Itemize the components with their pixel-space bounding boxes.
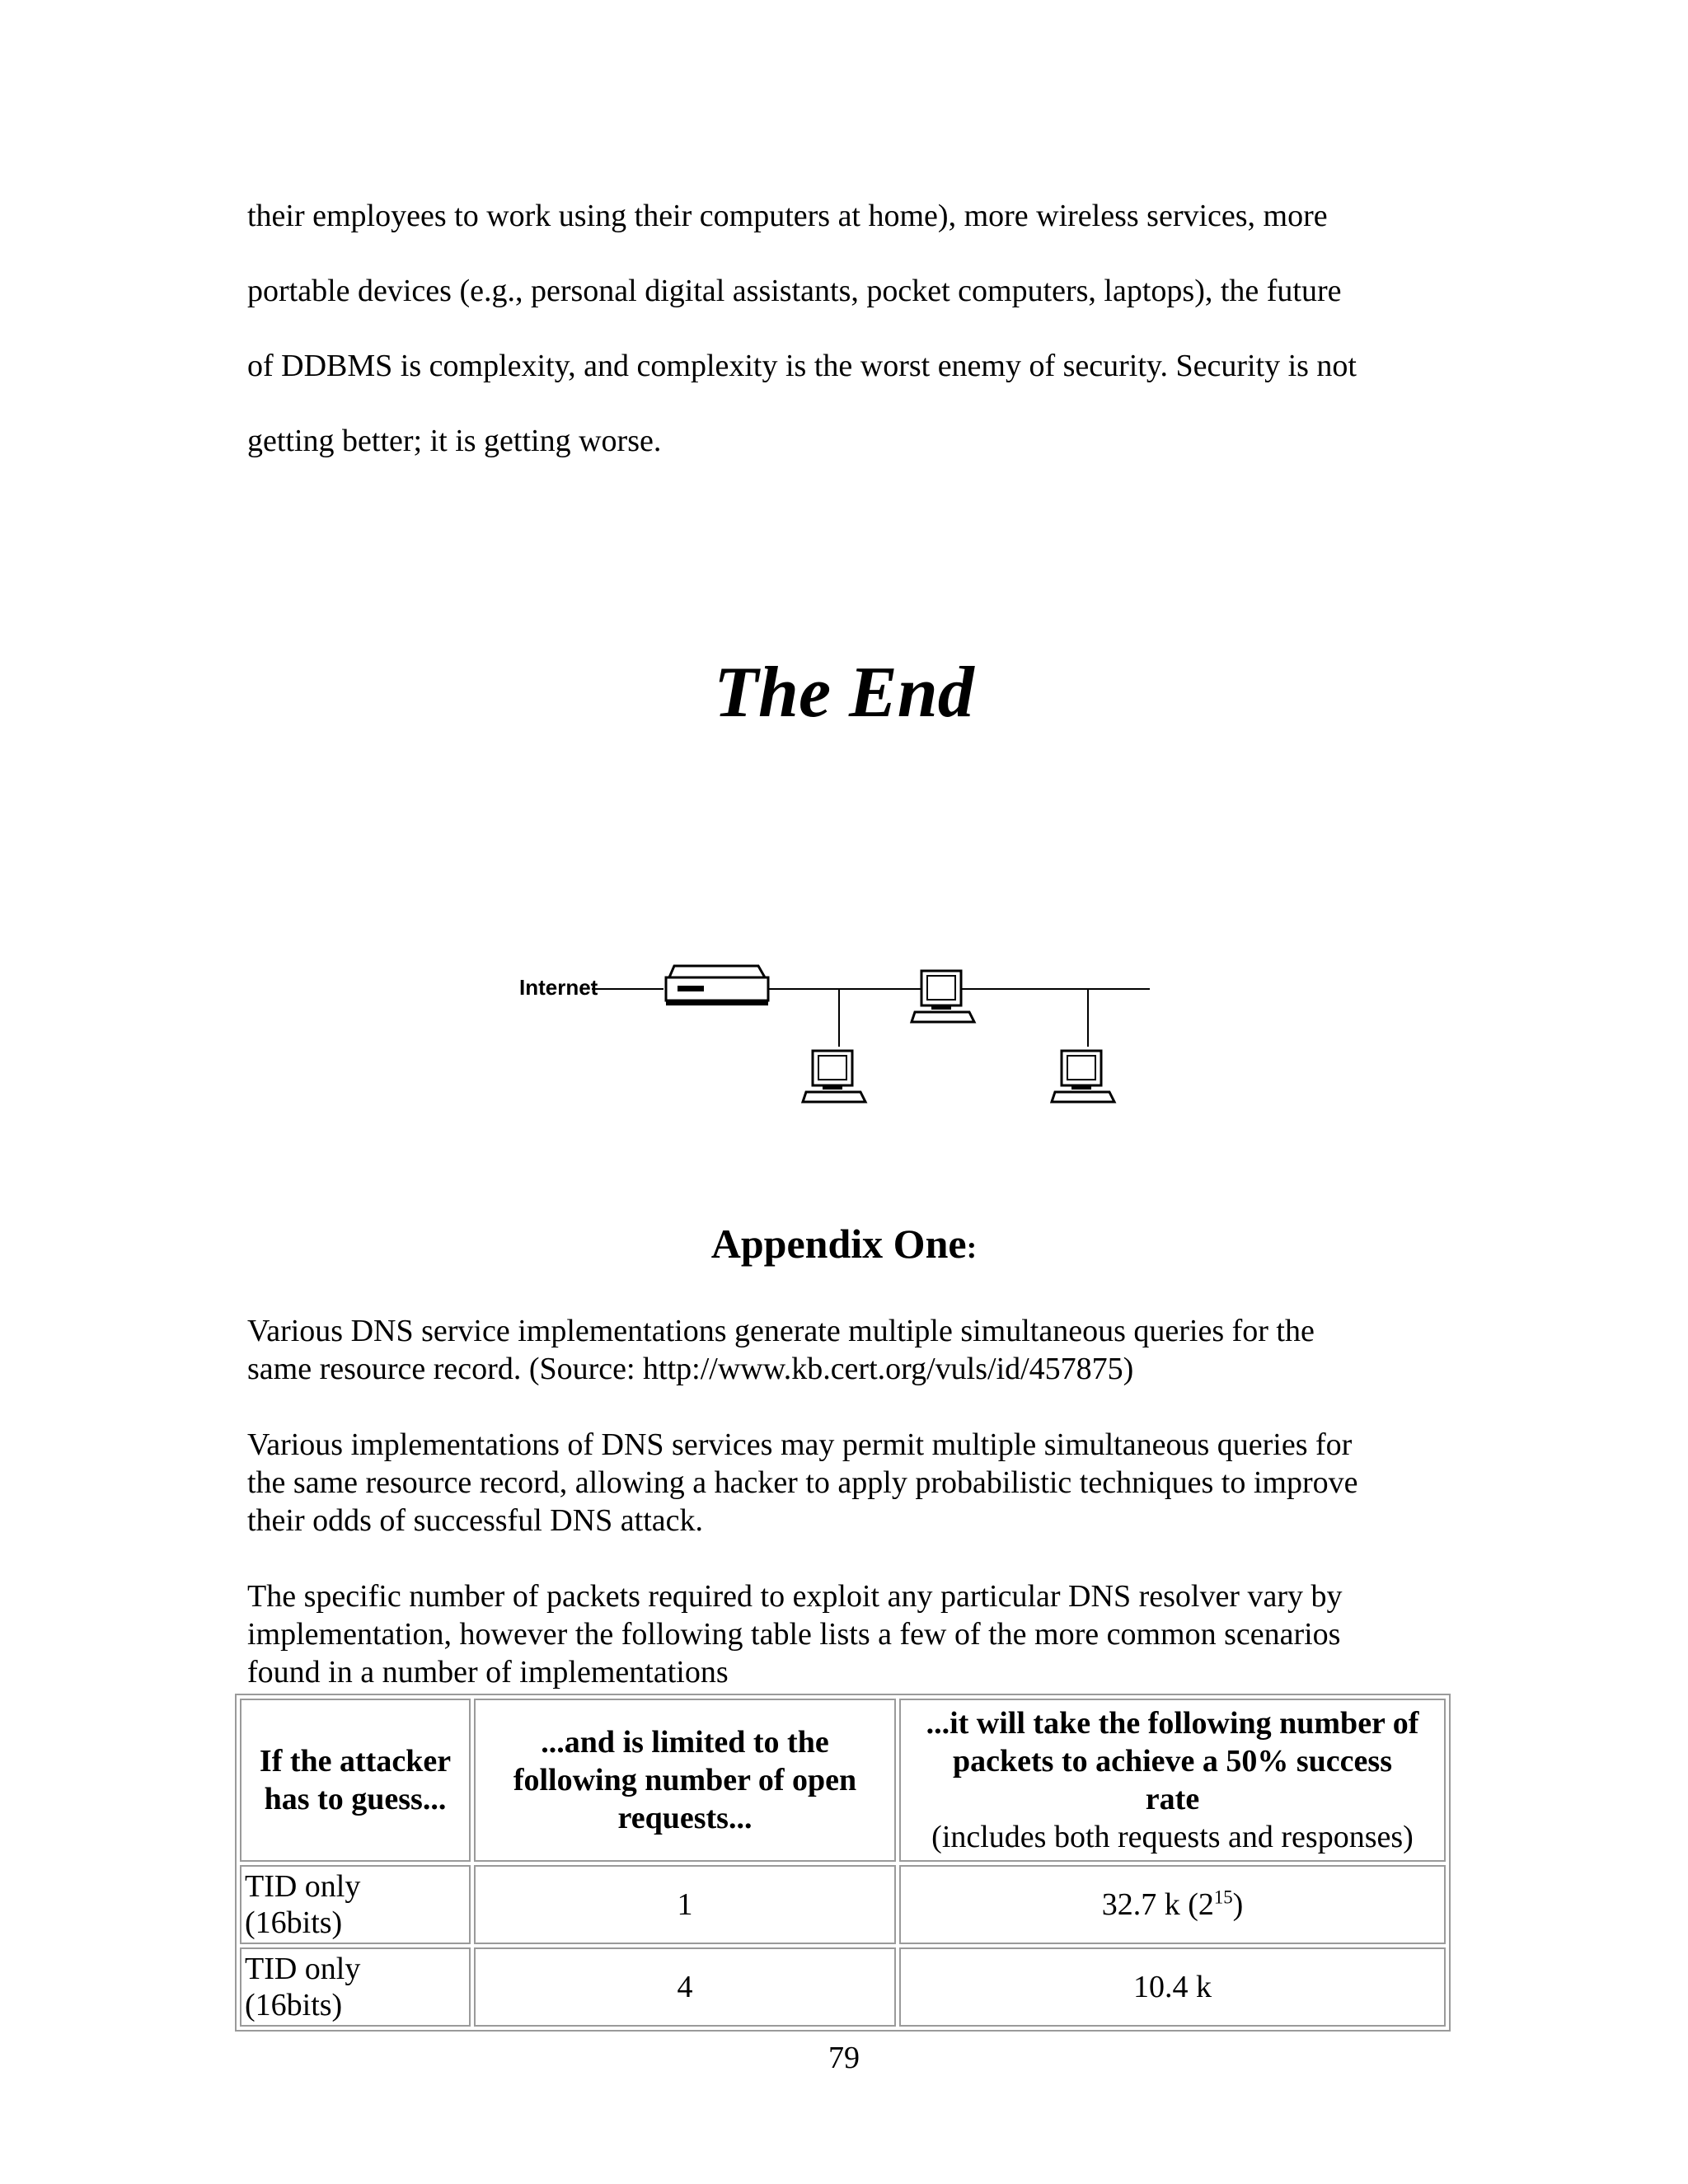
cell-limit: 1 xyxy=(474,1865,896,1944)
appendix-heading xyxy=(0,1220,1688,1268)
computer-icon xyxy=(912,971,974,1022)
paragraph-line: Various implementations of DNS services may permit multiple simultaneous queries for xyxy=(247,1427,1353,1462)
header-note: (includes both requests and responses) xyxy=(931,1820,1414,1854)
paragraph-line: The specific number of packets required to exploit any particular DNS resolver vary by xyxy=(247,1579,1343,1614)
cell-guess: TID only (16bits) xyxy=(240,1947,471,2027)
table-row xyxy=(240,1865,1446,1944)
intro-line: portable devices (e.g., personal digital assistants, pocket computers, laptops), the future xyxy=(247,274,1342,308)
intro-line: their employees to work using their computers at home), more wireless services, more xyxy=(247,199,1328,233)
intro-line: getting better; it is getting worse. xyxy=(247,424,662,458)
internet-label: Internet xyxy=(519,975,598,1000)
header-cell-limit: ...and is limited to the following number of open requests... xyxy=(474,1699,896,1862)
header-cell-packets: ...it will take the following number of packets to achieve a 50% success rate (includes both requests and responses) xyxy=(899,1699,1446,1862)
paragraph-line: implementation, however the following table lists a few of the more common scenarios xyxy=(247,1617,1341,1652)
appendix-colon: : xyxy=(966,1230,978,1265)
appendix-paragraph xyxy=(247,1312,1315,1388)
appendix-paragraph xyxy=(247,1426,1357,1540)
cell-guess: TID only (16bits) xyxy=(240,1865,471,1944)
paragraph-line: their odds of successful DNS attack. xyxy=(247,1503,703,1538)
table-row xyxy=(240,1947,1446,2027)
intro-line: of DDBMS is complexity, and complexity is the worst enemy of security. Security is not xyxy=(247,349,1357,383)
appendix-title: Appendix One xyxy=(710,1221,967,1267)
appendix-paragraph xyxy=(247,1577,1342,1691)
paragraph-line: same resource record. (Source: http://www.kb.cert.org/vuls/id/457875) xyxy=(247,1352,1134,1386)
router-icon xyxy=(666,966,768,1005)
computer-icon xyxy=(1052,1051,1114,1102)
paragraph-line: found in a number of implementations xyxy=(247,1655,729,1690)
cell-packets: 10.4 k xyxy=(899,1947,1446,2027)
cell-packets: 32.7 k $(2^{15})$ xyxy=(899,1865,1446,1944)
computer-icon xyxy=(803,1051,865,1102)
page-number: 79 xyxy=(828,2041,860,2075)
network-diagram xyxy=(511,948,1170,1121)
dns-attack-table xyxy=(235,1694,1451,2032)
paragraph-line: Various DNS service implementations generate multiple simultaneous queries for the xyxy=(247,1314,1315,1348)
table-header-row xyxy=(240,1699,1446,1862)
paragraph-line: the same resource record, allowing a hacker to apply probabilistic techniques to improve xyxy=(247,1465,1358,1500)
header-cell-guess: If the attacker has to guess... xyxy=(240,1699,471,1862)
cell-limit: 4 xyxy=(474,1947,896,2027)
the-end-title: The End xyxy=(714,653,974,733)
